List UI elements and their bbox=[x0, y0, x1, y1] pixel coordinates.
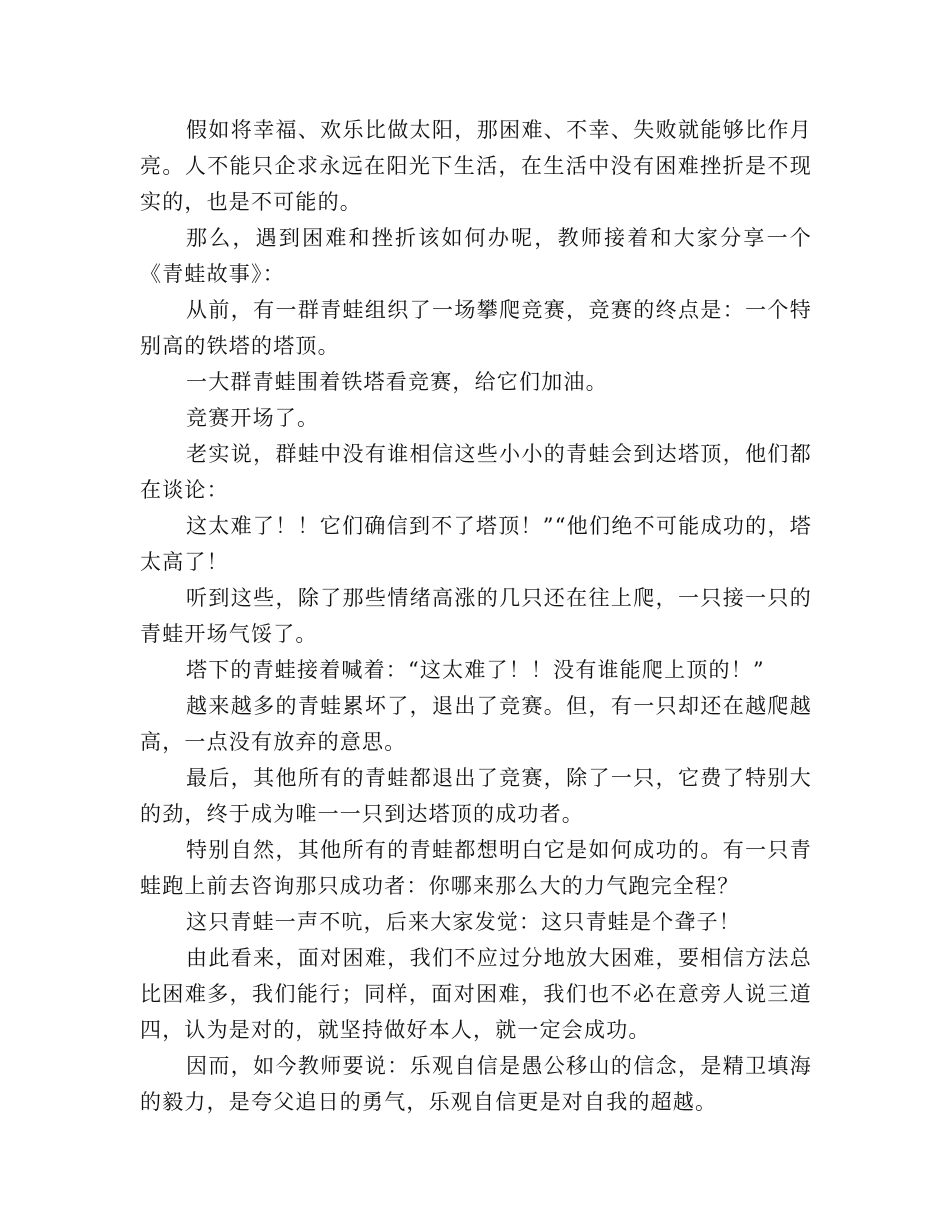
paragraph-7: 这太难了！！它们确信到不了塔顶！”“他们绝不可能成功的，塔太高了！ bbox=[140, 514, 812, 574]
paragraph-1: 假如将幸福、欢乐比做太阳，那困难、不幸、失败就能够比作月亮。人不能只企求永远在阳光下生活，在生活中没有困难挫折是不现实的，也是不可能的。 bbox=[140, 118, 812, 214]
document-body bbox=[140, 112, 812, 1120]
paragraph-10: 越来越多的青蛙累坏了，退出了竞赛。但，有一只却还在越爬越高，一点没有放弃的意思。 bbox=[140, 694, 812, 754]
paragraph-11: 最后，其他所有的青蛙都退出了竞赛，除了一只，它费了特别大的劲，终于成为唯一一只到达塔顶的成功者。 bbox=[140, 766, 812, 826]
paragraph-4: 一大群青蛙围着铁塔看竞赛，给它们加油。 bbox=[186, 370, 608, 394]
paragraph-15: 因而，如今教师要说：乐观自信是愚公移山的信念，是精卫填海的毅力，是夸父追日的勇气，乐观自信更是对自我的超越。 bbox=[140, 1054, 812, 1114]
paragraph-12: 特别自然，其他所有的青蛙都想明白它是如何成功的。有一只青蛙跑上前去咨询那只成功者：你哪来那么大的力气跑完全程？ bbox=[140, 838, 812, 898]
paragraph-9: 塔下的青蛙接着喊着：“这太难了！！没有谁能爬上顶的！” bbox=[186, 658, 765, 682]
paragraph-2: 那么，遇到困难和挫折该如何办呢，教师接着和大家分享一个《青蛙故事》： bbox=[140, 226, 812, 286]
paragraph-13: 这只青蛙一声不吭，后来大家发觉：这只青蛙是个聋子！ bbox=[186, 910, 741, 934]
paragraph-3: 从前，有一群青蛙组织了一场攀爬竞赛，竞赛的终点是：一个特别高的铁塔的塔顶。 bbox=[140, 298, 812, 358]
paragraph-6: 老实说，群蛙中没有谁相信这些小小的青蛙会到达塔顶，他们都在谈论： bbox=[140, 442, 812, 502]
paragraph-5: 竞赛开场了。 bbox=[186, 406, 320, 430]
paragraph-8: 听到这些，除了那些情绪高涨的几只还在往上爬，一只接一只的青蛙开场气馁了。 bbox=[140, 586, 812, 646]
paragraph-14: 由此看来，面对困难，我们不应过分地放大困难，要相信方法总比困难多，我们能行；同样，面对困难，我们也不必在意旁人说三道四，认为是对的，就坚持做好本人，就一定会成功。 bbox=[140, 946, 812, 1042]
